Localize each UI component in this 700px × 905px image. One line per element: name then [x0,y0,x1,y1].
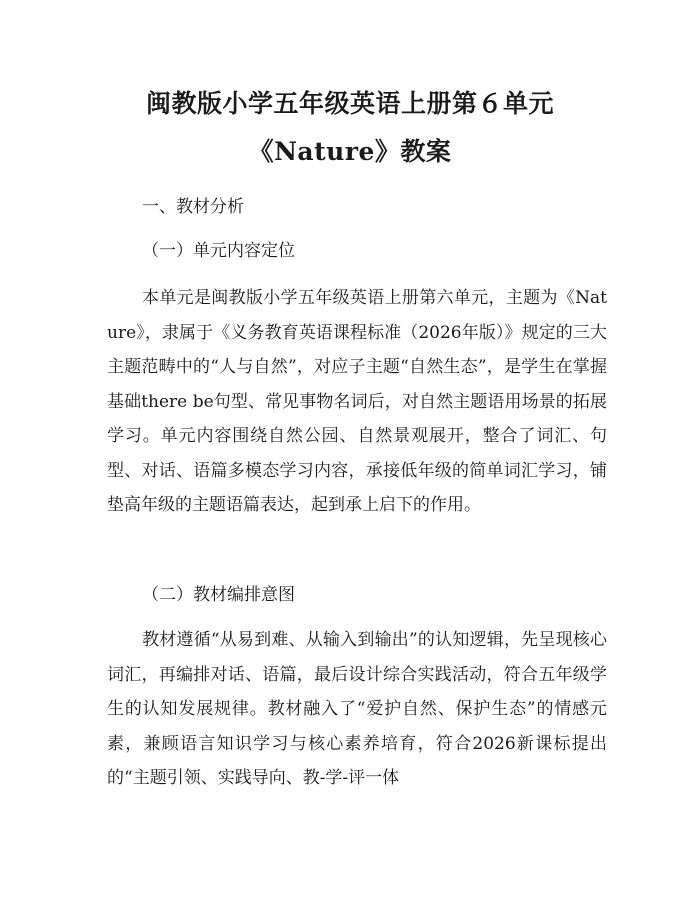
paragraph-compilation-intent: 教材遵循“从易到难、从输入到输出”的认知逻辑，先呈现核心词汇，再编排对话、语篇，最后设计综合实践活动，符合五年级学生的认知发展规律。教材融入了“爱护自然、保护生态”的情感元素，兼顾语言知识学习与核心素养培育，符合2026新课标提出的“主题引领、实践导向、教-学-评一体 [107,630,607,788]
subsection-heading-compilation-intent: （二）教材编排意图 [142,585,295,605]
document-title-line-2: 《Nature》教案 [248,137,452,166]
subsection-heading-unit-positioning: （一）单元内容定位 [142,241,295,261]
section-heading-textbook-analysis: 一、教材分析 [142,197,244,217]
paragraph-unit-positioning: 本单元是闽教版小学五年级英语上册第六单元，主题为《Nature》，隶属于《义务教育英语课程标准（2026年版）》规定的三大主题范畴中的“人与自然”，对应子主题“自然生态”，是学生在掌握基础there be句型、常见事物名词后，对自然主题语用场景的拓展学习。单元内容围绕自然公园、自然景观展开，整合了词汇、句型、对话、语篇多模态学习内容，承接低年级的简单词汇学习，铺垫高年级的主题语篇表达，起到承上启下的作用。 [107,288,607,515]
document-title-line-1: 闽教版小学五年级英语上册第６单元 [145,89,554,118]
